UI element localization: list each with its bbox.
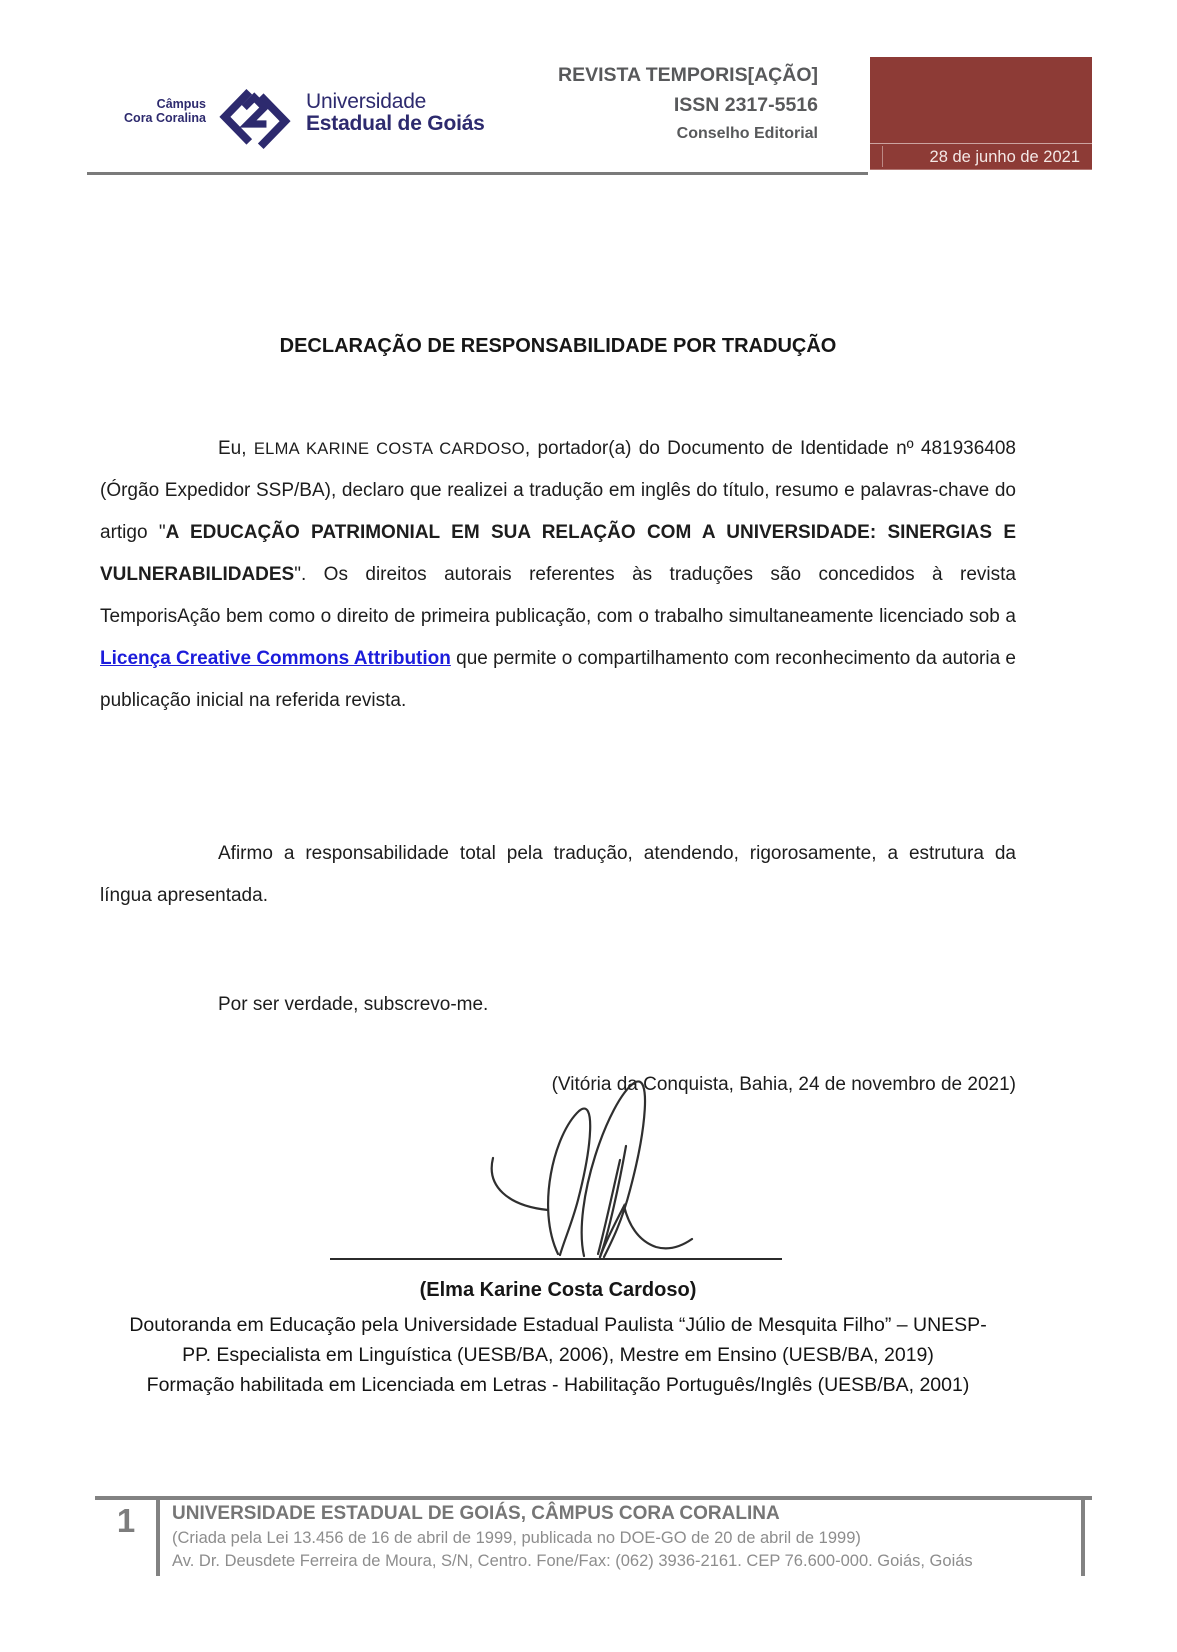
university-line2: Estadual de Goiás bbox=[306, 112, 485, 135]
paragraph1-seg2: , portador(a) do Documento de Identidade nº 481936408 (Órgão Expedidor SSP/BA), declaro que realizei a tradução em inglês do título, resumo e palavras-chave do artigo " bbox=[100, 438, 1016, 543]
campus-line2: Cora Coralina bbox=[124, 111, 206, 125]
affirmation-paragraph: Afirmo a responsabilidade total pela tradução, atendendo, rigorosamente, a estrutura da língua apresentada. bbox=[100, 843, 1016, 906]
footer-institution: UNIVERSIDADE ESTADUAL DE GOIÁS, CÂMPUS CORA CORALINA bbox=[172, 1503, 780, 1524]
journal-title: REVISTA TEMPORIS[AÇÃO] bbox=[557, 64, 818, 86]
credentials-line2: PP. Especialista em Linguística (UESB/BA, 2006), Mestre em Ensino (UESB/BA, 2019) bbox=[182, 1344, 934, 1366]
declaration-paragraph bbox=[100, 428, 1016, 722]
credentials-line3: Formação habilitada em Licenciada em Letras - Habilitação Português/Inglês (UESB/BA, 2001) bbox=[146, 1374, 970, 1396]
date-band bbox=[870, 143, 1092, 170]
footer-top-rule bbox=[95, 1496, 1092, 1500]
place-date-line: (Vitória da Conquista, Bahia, 24 de novembro de 2021) bbox=[551, 1074, 1016, 1095]
signatory-name: (Elma Karine Costa Cardoso) bbox=[419, 1279, 697, 1301]
footer-right-divider bbox=[1081, 1496, 1085, 1576]
footer-law: (Criada pela Lei 13.456 de 16 de abril de 1999, publicada no DOE-GO de 20 de abril de 1999) bbox=[172, 1529, 861, 1547]
campus-label bbox=[100, 97, 206, 125]
footer-address-block bbox=[172, 1503, 1072, 1571]
handwritten-signature bbox=[450, 1040, 710, 1270]
header-date: 28 de junho de 2021 bbox=[929, 148, 1080, 166]
footer-address: Av. Dr. Deusdete Ferreira de Moura, S/N, Centro. Fone/Fax: (062) 3936-2161. CEP 76.600-000. Goiás, Goiás bbox=[172, 1552, 973, 1570]
paragraph1-seg4: ". Os direitos autorais referentes às traduções são concedidos à revista TemporisAção bem como o direito de primeira publicação, com o trabalho simultaneamente licenciado sob a bbox=[100, 564, 1016, 627]
header-divider bbox=[87, 172, 868, 175]
university-name bbox=[306, 91, 485, 135]
date-banner bbox=[870, 57, 1092, 170]
paragraph1-seg6: que permite o compartilhamento com reconhecimento da autoria e publicação inicial na referida revista. bbox=[100, 648, 1016, 711]
page-number: 1 bbox=[116, 1502, 136, 1539]
article-title: A EDUCAÇÃO PATRIMONIAL EM SUA RELAÇÃO COM A UNIVERSIDADE: SINERGIAS E VULNERABILIDADES bbox=[100, 522, 1016, 585]
editorial-board-label: Conselho Editorial bbox=[676, 125, 818, 142]
closing-paragraph: Por ser verdade, subscrevo-me. bbox=[218, 994, 489, 1015]
journal-info bbox=[480, 64, 818, 143]
campus-line1: Câmpus bbox=[156, 97, 206, 111]
paragraph1-seg0: Eu, bbox=[218, 438, 254, 459]
university-line1: Universidade bbox=[306, 90, 427, 113]
signature-line bbox=[330, 1244, 782, 1260]
declarant-name: ELMA KARINE COSTA CARDOSO bbox=[253, 439, 525, 458]
journal-issn: ISSN 2317-5516 bbox=[673, 94, 818, 116]
credentials-line1: Doutoranda em Educação pela Universidade Estadual Paulista “Júlio de Mesquita Filho” – UNESP- bbox=[129, 1314, 987, 1336]
footer-left-divider bbox=[156, 1496, 160, 1576]
document-title: DECLARAÇÃO DE RESPONSABILIDADE POR TRADUÇÃO bbox=[279, 335, 837, 357]
creative-commons-link[interactable]: Licença Creative Commons Attribution bbox=[100, 648, 451, 669]
ueg-logo-icon bbox=[212, 84, 298, 154]
signatory-credentials bbox=[80, 1310, 1036, 1400]
